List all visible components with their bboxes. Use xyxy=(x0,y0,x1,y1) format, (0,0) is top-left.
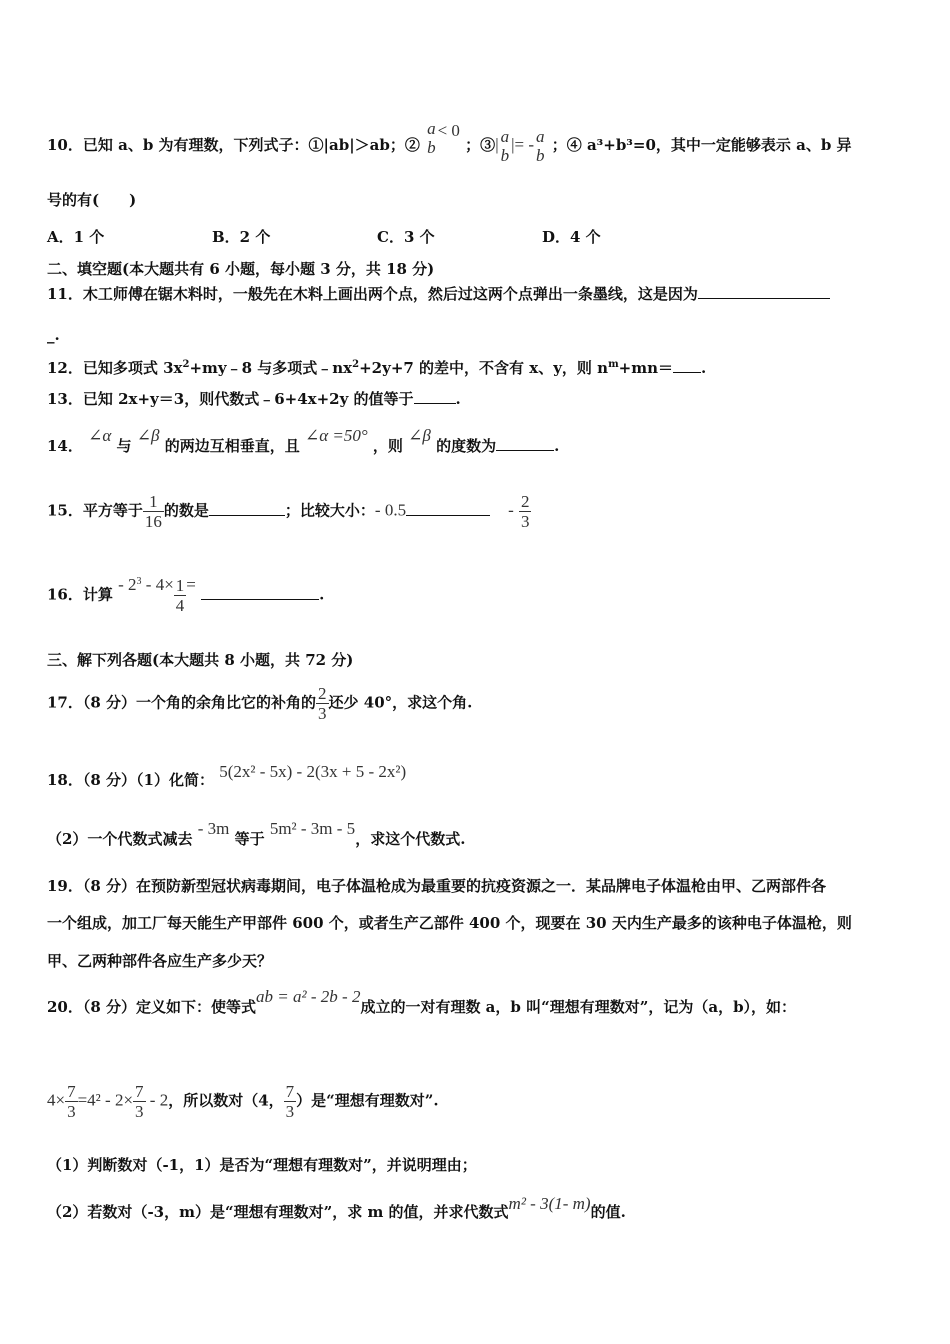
q15-line: 15．平方等于 $\frac{1}{16}$ 的数是 ；比较大小：- 0.5 - $\frac{2}{3}$ xyxy=(47,492,530,531)
q10-fraction-a-over-b: a b xyxy=(427,119,436,157)
q10-option-c: C．3 个 xyxy=(377,228,435,246)
q15-blank-1 xyxy=(209,501,285,516)
q10-option-d: D．4 个 xyxy=(542,228,601,246)
q16-fraction-1-4: $\frac{1}{4}$ xyxy=(175,576,185,615)
q20-line2: 4× $\frac{7}{3}$ =4² - 2× $\frac{7}{3}$ - 2，所以数对（4， $\frac{7}{3}$ ）是“理想有理数对”. xyxy=(47,1082,439,1121)
q10-line1: 10．已知 a、b 为有理数，下列式子：①|ab|＞ab；② a b < 0 ；③| a b |= - a b ；④ a³+b³=0，其中一定能够表示 a、b 异 xyxy=(47,119,852,165)
q10-line2: 号的有( ) xyxy=(47,191,137,209)
q12-line: 12．已知多项式 $3x^2+my﹣8$ 与多项式$﹣nx^2+2y+7$ 的差中，不含有 x、y，则 $n^m+mn=$ . xyxy=(47,359,707,377)
q11-line1: 11．木工师傅在锯木料时，一般先在木料上画出两个点，然后过这两个点弹出一条墨线，这是因为 xyxy=(47,284,830,304)
q10-fraction-abs: a b xyxy=(500,127,510,165)
q19-line2: 一个组成，加工厂每天能生产甲部件 600 个，或者生产乙部件 400 个，现要在 30 天内生产最多的该种电子体温枪，则 xyxy=(47,914,852,932)
q16-line: 16．计算 - $2^3 - 4\times$ $\frac{1}{4}$ = . xyxy=(47,574,325,615)
q13-blank xyxy=(414,389,456,404)
q15-fraction-1-16: $\frac{1}{16}$ xyxy=(144,492,162,531)
q15-fraction-2-3: $\frac{2}{3}$ xyxy=(520,492,530,531)
q18-line1: 18．（8 分）（1）化简： 5(2x² - 5x) - 2(3x + 5 - 2x²) xyxy=(47,762,407,789)
q10-option-b: B．2 个 xyxy=(212,228,271,246)
q12-blank xyxy=(673,358,701,373)
q15-blank-2 xyxy=(406,501,490,516)
q20-fraction-7-3-b: $\frac{7}{3}$ xyxy=(135,1082,144,1121)
q16-blank xyxy=(201,585,319,600)
q20-part1: （1）判断数对（-1，1）是否为“理想有理数对”，并说明理由； xyxy=(47,1156,477,1174)
q20-fraction-7-3-c: $\frac{7}{3}$ xyxy=(285,1082,295,1121)
q17-fraction-2-3: $\frac{2}{3}$ xyxy=(318,684,327,723)
q20-fraction-7-3-a: $\frac{7}{3}$ xyxy=(67,1082,76,1121)
q11-tail: _. xyxy=(47,326,60,344)
q14-blank xyxy=(496,436,554,451)
q18-line2: （2）一个代数式减去 - 3m 等于 5m² - 3m - 5，求这个代数式. xyxy=(47,819,466,848)
q13-line: 13．已知 2x+y＝3，则代数式﹣6+4x+2y 的值等于 . xyxy=(47,390,461,408)
q20-line1: 20．（8 分）定义如下：使等式ab = a² - 2b - 2成立的一对有理数 a，b 叫“理想有理数对”，记为（a，b），如： xyxy=(47,987,797,1016)
q20-part2: （2）若数对（-3，m）是“理想有理数对”，求 m 的值，并求代数式m² - 3(1- m)的值. xyxy=(47,1194,626,1221)
section3-heading: 三、解下列各题(本大题共 8 小题，共 72 分) xyxy=(47,651,354,669)
q19-line1: 19．（8 分）在预防新型冠状病毒期间，电子体温枪成为最重要的抗疫资源之一．某品牌电子体温枪由甲、乙两部件各 xyxy=(47,877,827,895)
section2-heading: 二、填空题(本大题共有 6 小题，每小题 3 分，共 18 分) xyxy=(47,260,435,278)
q17-line: 17．（8 分）一个角的余角比它的补角的 $\frac{2}{3}$ 还少 40°，求这个角. xyxy=(47,684,473,723)
q10-option-a: A．1 个 xyxy=(47,228,105,246)
q14-line: 14． ∠α 与 ∠β 的两边互相垂直，且 ∠α =50° ，则 ∠β 的度数为 . xyxy=(47,426,560,455)
q11-blank xyxy=(698,284,830,299)
q10-fraction-neg: a b xyxy=(536,127,545,165)
q19-line3: 甲、乙两种部件各应生产多少天？ xyxy=(47,952,273,970)
